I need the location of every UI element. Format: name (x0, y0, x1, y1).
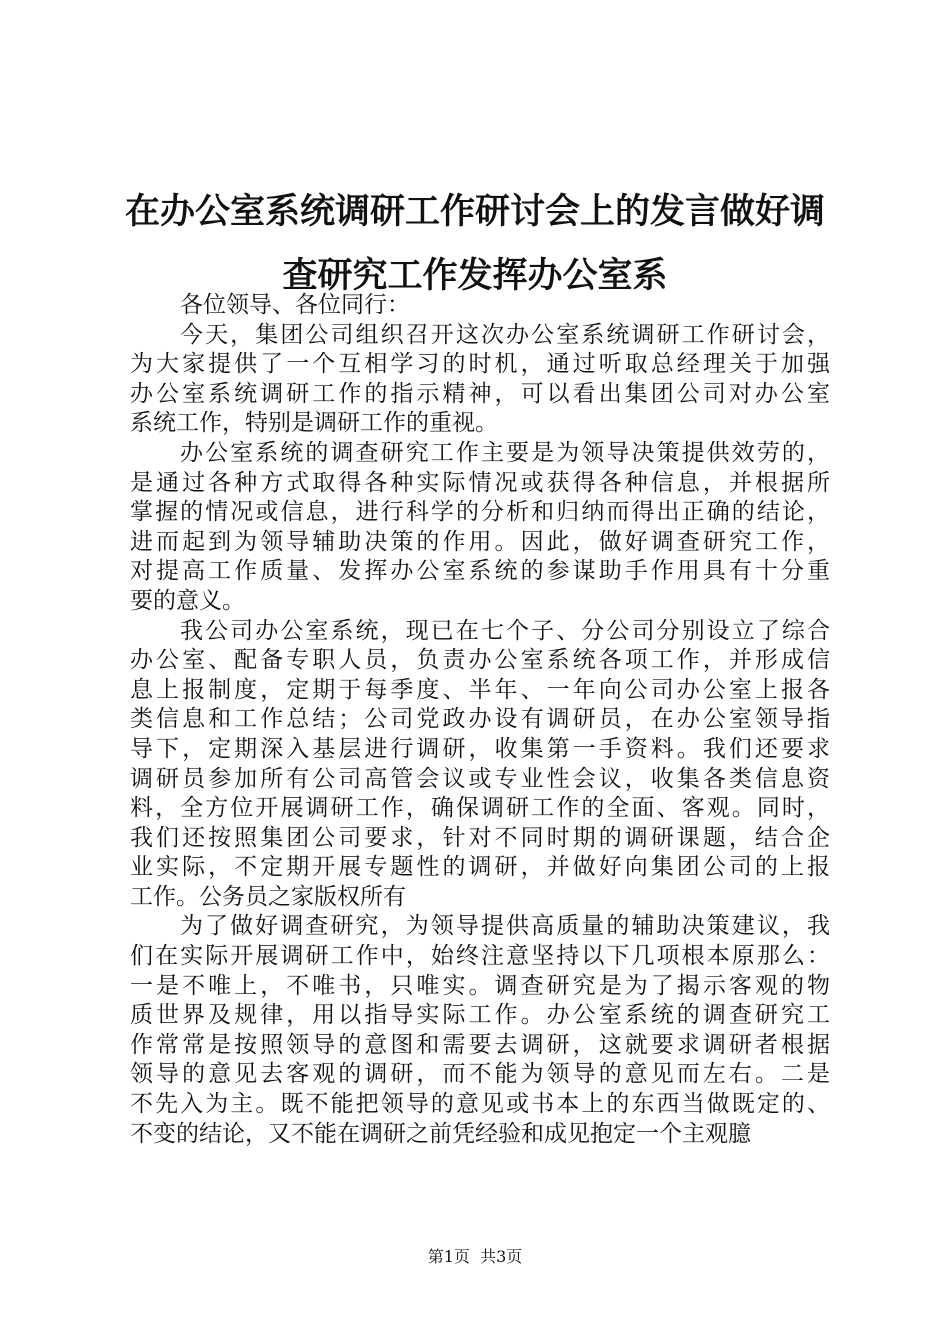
paragraph-line: 要的意义。 (130, 587, 245, 614)
paragraph-line: 料，全方位开展调研工作，确保调研工作的全面、客观。同时， (130, 795, 830, 822)
paragraph-line: 息上报制度，定期于每季度、半年、一年向公司办公室上报各 (130, 676, 830, 703)
paragraph-line: 是通过各种方式取得各种实际情况或获得各种信息，并根据所 (130, 469, 830, 496)
paragraph-line: 不变的结论，又不能在调研之前凭经验和成见抱定一个主观臆 (130, 1120, 751, 1147)
paragraph-line: 们在实际开展调研工作中，始终注意坚持以下几项根本原那么： (130, 943, 830, 970)
paragraph (130, 912, 830, 1149)
paragraph-line: 掌握的情况或信息，进行科学的分析和归纳而得出正确的结论， (130, 499, 830, 526)
paragraph-line: 我们还按照集团公司要求，针对不同时期的调研课题，结合企 (130, 824, 830, 851)
paragraph-line: 质世界及规律，用以指导实际工作。办公室系统的调查研究工 (130, 1002, 830, 1029)
paragraph-line: 今天，集团公司组织召开这次办公室系统调研工作研讨会， (180, 321, 830, 348)
paragraph (130, 291, 830, 321)
paragraph-line: 办公室、配备专职人员，负责办公室系统各项工作，并形成信 (130, 647, 830, 674)
paragraph-line: 办公室系统的调查研究工作主要是为领导决策提供效劳的， (180, 439, 830, 466)
paragraph-line: 我公司办公室系统，现已在七个子、分公司分别设立了综合 (180, 617, 830, 644)
paragraph-line: 为大家提供了一个互相学习的时机，通过听取总经理关于加强 (130, 351, 830, 378)
paragraph-line: 类信息和工作总结；公司党政办设有调研员，在办公室领导指 (130, 706, 830, 733)
paragraph (130, 617, 830, 913)
paragraph-line: 各位领导、各位同行： (180, 292, 410, 318)
paragraph-line: 对提高工作质量、发挥办公室系统的参谋助手作用具有十分重 (130, 558, 830, 585)
paragraph-line: 导下，定期深入基层进行调研，收集第一手资料。我们还要求 (130, 735, 830, 762)
paragraph-line: 工作。公务员之家版权所有 (130, 883, 406, 910)
paragraph-line: 为了做好调查研究，为领导提供高质量的辅助决策建议，我 (180, 913, 830, 940)
title-line-1: 在办公室系统调研工作研讨会上的发言做好调 (124, 191, 825, 232)
document-body (130, 291, 830, 1149)
title-line-2: 查研究工作发挥办公室系 (282, 255, 668, 296)
paragraph-line: 一是不唯上，不唯书，只唯实。调查研究是为了揭示客观的物 (130, 972, 830, 999)
paragraph-line: 领导的意见去客观的调研，而不能为领导的意见而左右。二是 (130, 1061, 830, 1088)
document-title (120, 180, 830, 308)
page-footer (0, 1244, 950, 1267)
paragraph (130, 439, 830, 617)
paragraph-line: 系统工作，特别是调研工作的重视。 (130, 410, 498, 437)
paragraph-line: 办公室系统调研工作的指示精神，可以看出集团公司对办公室 (130, 380, 830, 407)
paragraph (130, 321, 830, 439)
paragraph-line: 作常常是按照领导的意图和需要去调研，这就要求调研者根据 (130, 1031, 830, 1058)
page-number: 第1页 共3页 (427, 1247, 523, 1266)
paragraph-line: 进而起到为领导辅助决策的作用。因此，做好调查研究工作， (130, 528, 830, 555)
paragraph-line: 业实际，不定期开展专题性的调研，并做好向集团公司的上报 (130, 854, 830, 881)
paragraph-line: 不先入为主。既不能把领导的意见或书本上的东西当做既定的、 (130, 1091, 830, 1118)
paragraph-line: 调研员参加所有公司高管会议或专业性会议，收集各类信息资 (130, 765, 830, 792)
